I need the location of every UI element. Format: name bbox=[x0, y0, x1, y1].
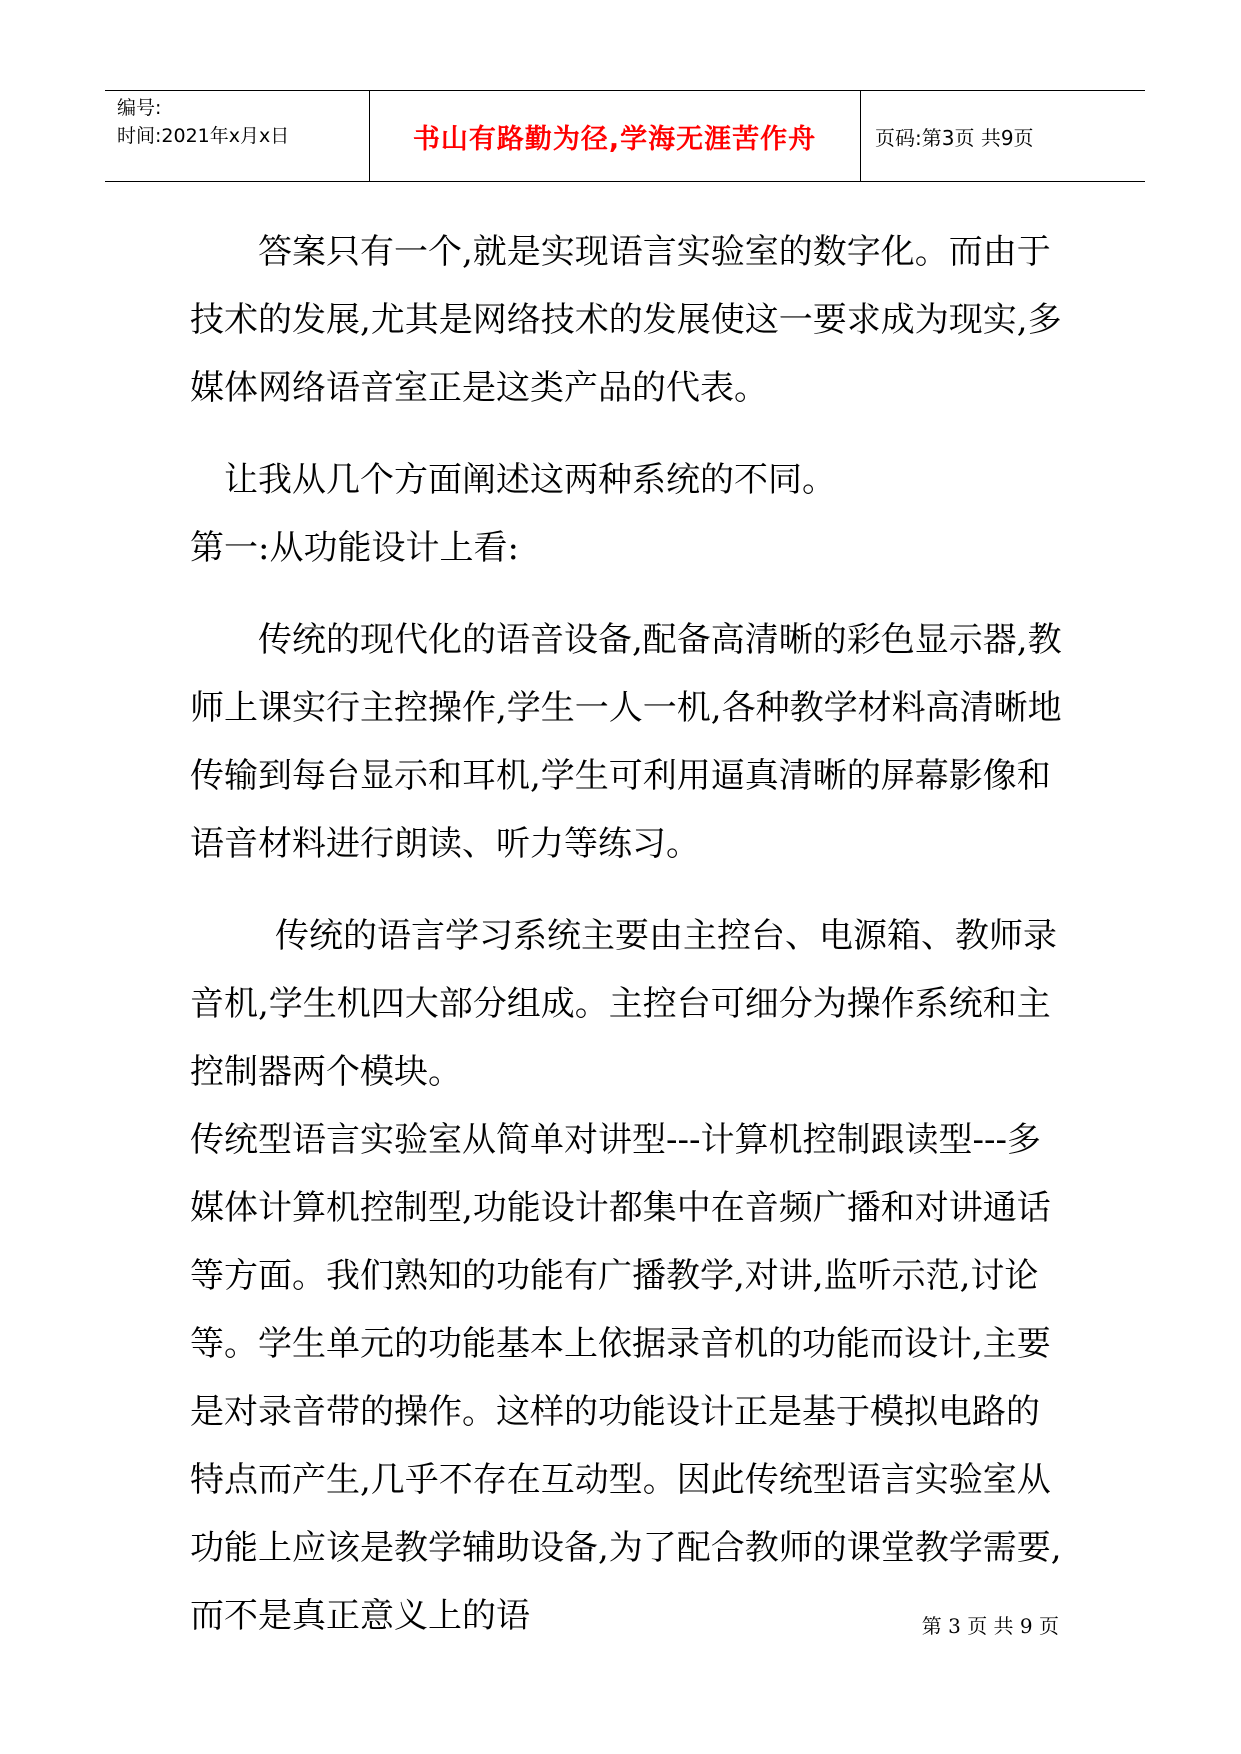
section-heading: 第一:从功能设计上看: bbox=[190, 528, 519, 568]
document-body bbox=[190, 218, 1070, 1650]
paragraph: 传统型语言实验室从简单对讲型---计算机控制跟读型---多媒体计算机控制型,功能设计都集中在音频广播和对讲通话等方面。我们熟知的功能有广播教学,对讲,监听示范,讨论等。学生单元的功能基本上依据录音机的功能而设计,主要是对录音带的操作。这样的功能设计正是基于模拟电路的特点而产生,几乎不存在互动型。因此传统型语言实验室从功能上应该是教学辅助设备,为了配合教师的课堂教学需要,而不是真正意义上的语 bbox=[190, 1120, 1062, 1636]
page-footer: 第 3 页 共 9 页 bbox=[921, 1614, 1059, 1638]
paragraph: 传统的现代化的语音设备,配备高清晰的彩色显示器,教师上课实行主控操作,学生一人一机,各种教学材料高清晰地传输到每台显示和耳机,学生可利用逼真清晰的屏幕影像和语音材料进行朗读、听力等练习。 bbox=[190, 620, 1062, 864]
header-divider bbox=[860, 91, 861, 181]
header-page-label: 页码:第3页 共9页 bbox=[875, 125, 1034, 150]
paragraph: 传统的语言学习系统主要由主控台、电源箱、教师录音机,学生机四大部分组成。主控台可细分为操作系统和主控制器两个模块。 bbox=[190, 916, 1057, 1092]
header-time-label: 时间:2021年x月x日 bbox=[117, 125, 290, 147]
paragraph: 让我从几个方面阐述这两种系统的不同。 bbox=[224, 460, 836, 500]
header-motto: 书山有路勤为径,学海无涯苦作舟 bbox=[412, 123, 817, 155]
paragraph: 答案只有一个,就是实现语言实验室的数字化。而由于技术的发展,尤其是网络技术的发展使这一要求成为现实,多媒体网络语音室正是这类产品的代表。 bbox=[190, 232, 1062, 408]
header-meta bbox=[117, 94, 289, 150]
document-header bbox=[105, 90, 1145, 182]
header-number-label: 编号: bbox=[117, 97, 162, 119]
